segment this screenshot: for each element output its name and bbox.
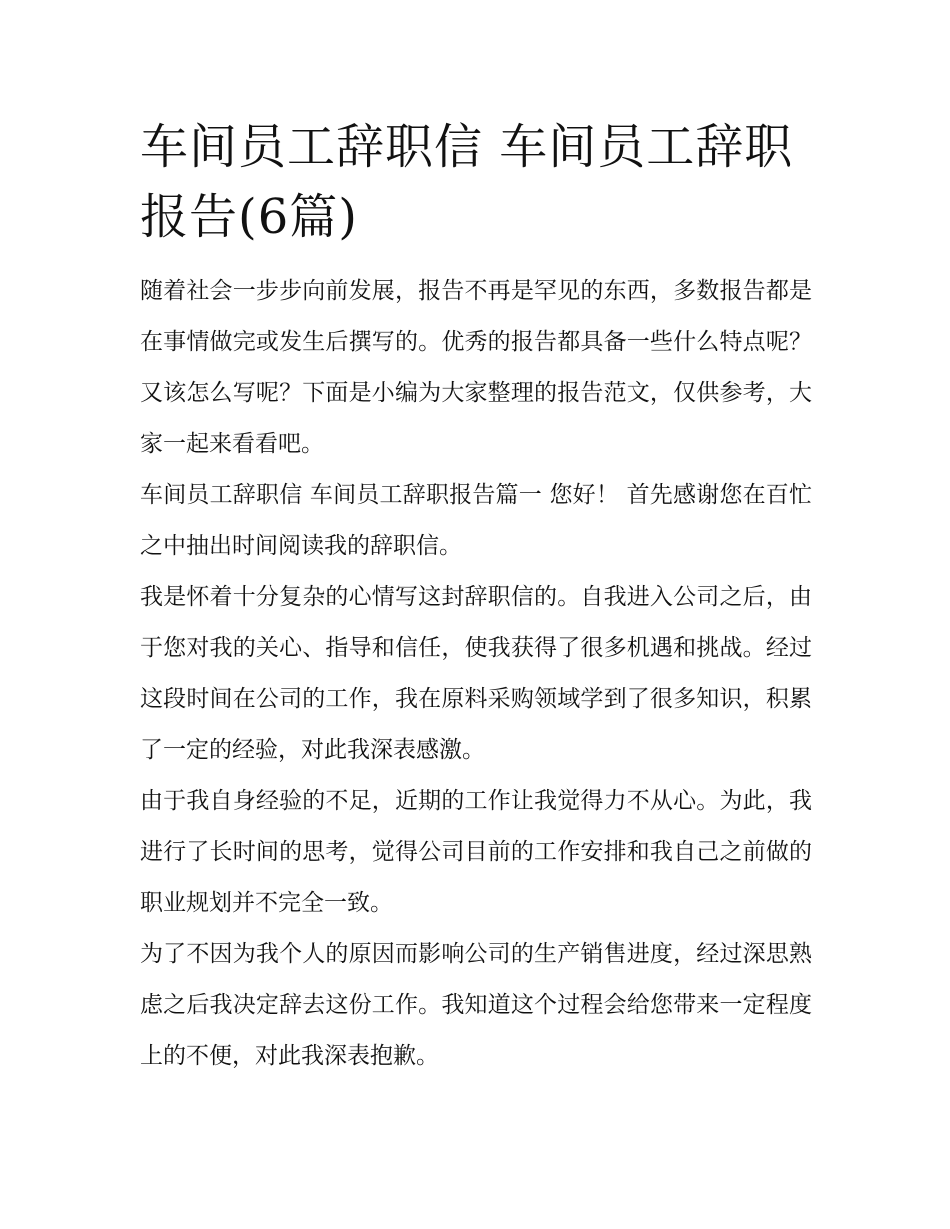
paragraph-decision: 为了不因为我个人的原因而影响公司的生产销售进度，经过深思熟虑之后我决定辞去这份工作。我知道这个过程会给您带来一定程度上的不便，对此我深表抱歉。 <box>140 941 812 1069</box>
paragraph-reason: 由于我自身经验的不足，近期的工作让我觉得力不从心。为此，我进行了长时间的思考，觉得公司目前的工作安排和我自己之前做的职业规划并不完全一致。 <box>140 788 812 916</box>
paragraph-gratitude: 我是怀着十分复杂的心情写这封辞职信的。自我进入公司之后，由于您对我的关心、指导和信任，使我获得了很多机遇和挑战。经过这段时间在公司的工作，我在原料采购领域学到了很多知识，积累了一定的经验，对此我深表感激。 <box>140 584 812 763</box>
paragraph-intro: 随着社会一步步向前发展，报告不再是罕见的东西，多数报告都是在事情做完或发生后撰写的。优秀的报告都具备一些什么特点呢？又该怎么写呢？下面是小编为大家整理的报告范文，仅供参考，大家一起来看看吧。 <box>140 278 812 457</box>
document-title: 车间员工辞职信 车间员工辞职报告(6篇) <box>140 119 794 245</box>
document-body <box>140 266 812 1082</box>
document-content <box>140 112 812 1082</box>
paragraph-greeting: 车间员工辞职信 车间员工辞职报告篇一 您好！ 首先感谢您在百忙之中抽出时间阅读我的辞职信。 <box>140 482 812 559</box>
